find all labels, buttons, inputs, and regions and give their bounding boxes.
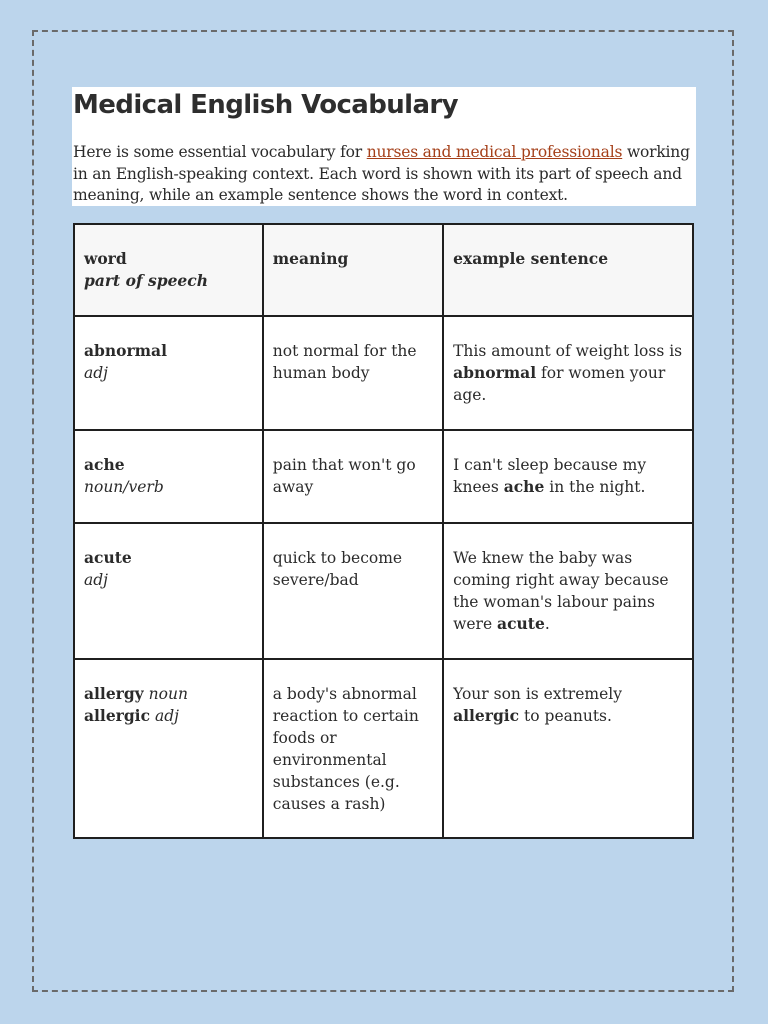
example-text: I can't sleep because my knees <box>453 456 647 496</box>
word-cell <box>74 316 263 430</box>
word-cell <box>74 430 263 523</box>
meaning-cell: quick to become severe/bad <box>263 523 443 659</box>
example-text-end: for women your age. <box>453 364 666 404</box>
part-of-speech: adj <box>84 364 108 382</box>
word: abnormal <box>84 341 167 360</box>
word: allergy <box>84 684 144 703</box>
table-header-row <box>74 224 693 316</box>
example-keyword: ache <box>503 477 545 496</box>
example-text-end: . <box>544 615 550 633</box>
table-row <box>74 430 693 523</box>
example-cell <box>443 430 693 523</box>
intro-paragraph <box>73 142 692 207</box>
example-text-end: in the night. <box>544 478 646 496</box>
intro-text-end: working in an English-speaking context. Each word is shown with its part of speech and meaning, while an example sentence shows the word in context. <box>73 143 690 204</box>
example-keyword: allergic <box>453 706 520 725</box>
header-pos-label: part of speech <box>84 271 208 290</box>
example-text-end: to peanuts. <box>519 707 612 725</box>
example-keyword: abnormal <box>453 363 537 382</box>
word-cell <box>74 523 263 659</box>
meaning-cell: pain that won't go away <box>263 430 443 523</box>
meaning-cell: a body's abnormal reaction to certain foods or environmental substances (e.g. causes a rash) <box>263 659 443 838</box>
word: ache <box>84 455 125 474</box>
page-title: Medical English Vocabulary <box>73 90 458 120</box>
table-row <box>74 523 693 659</box>
header-word-label: word <box>84 249 127 268</box>
header-word <box>74 224 263 316</box>
header-meaning: meaning <box>263 224 443 316</box>
example-cell <box>443 659 693 838</box>
meaning-cell: not normal for the human body <box>263 316 443 430</box>
vocabulary-table <box>73 223 694 839</box>
part-of-speech-secondary: adj <box>154 707 179 725</box>
example-cell <box>443 523 693 659</box>
example-text: This amount of weight loss is <box>453 342 683 360</box>
example-text: Your son is extremely <box>453 685 622 703</box>
example-keyword: acute <box>497 614 545 633</box>
intro-text-start: Here is some essential vocabulary for <box>73 143 367 161</box>
word-cell <box>74 659 263 838</box>
example-cell <box>443 316 693 430</box>
intro-box <box>72 87 696 206</box>
example-text: We knew the baby was coming right away because the woman's labour pains were <box>453 549 669 633</box>
word-secondary: allergic <box>84 706 151 725</box>
part-of-speech: adj <box>84 571 108 589</box>
table-row <box>74 316 693 430</box>
nurses-link[interactable]: nurses and medical professionals <box>366 143 623 161</box>
header-example: example sentence <box>443 224 693 316</box>
table-row <box>74 659 693 838</box>
word: acute <box>84 548 132 567</box>
part-of-speech: noun <box>148 685 188 703</box>
part-of-speech: noun/verb <box>84 478 164 496</box>
